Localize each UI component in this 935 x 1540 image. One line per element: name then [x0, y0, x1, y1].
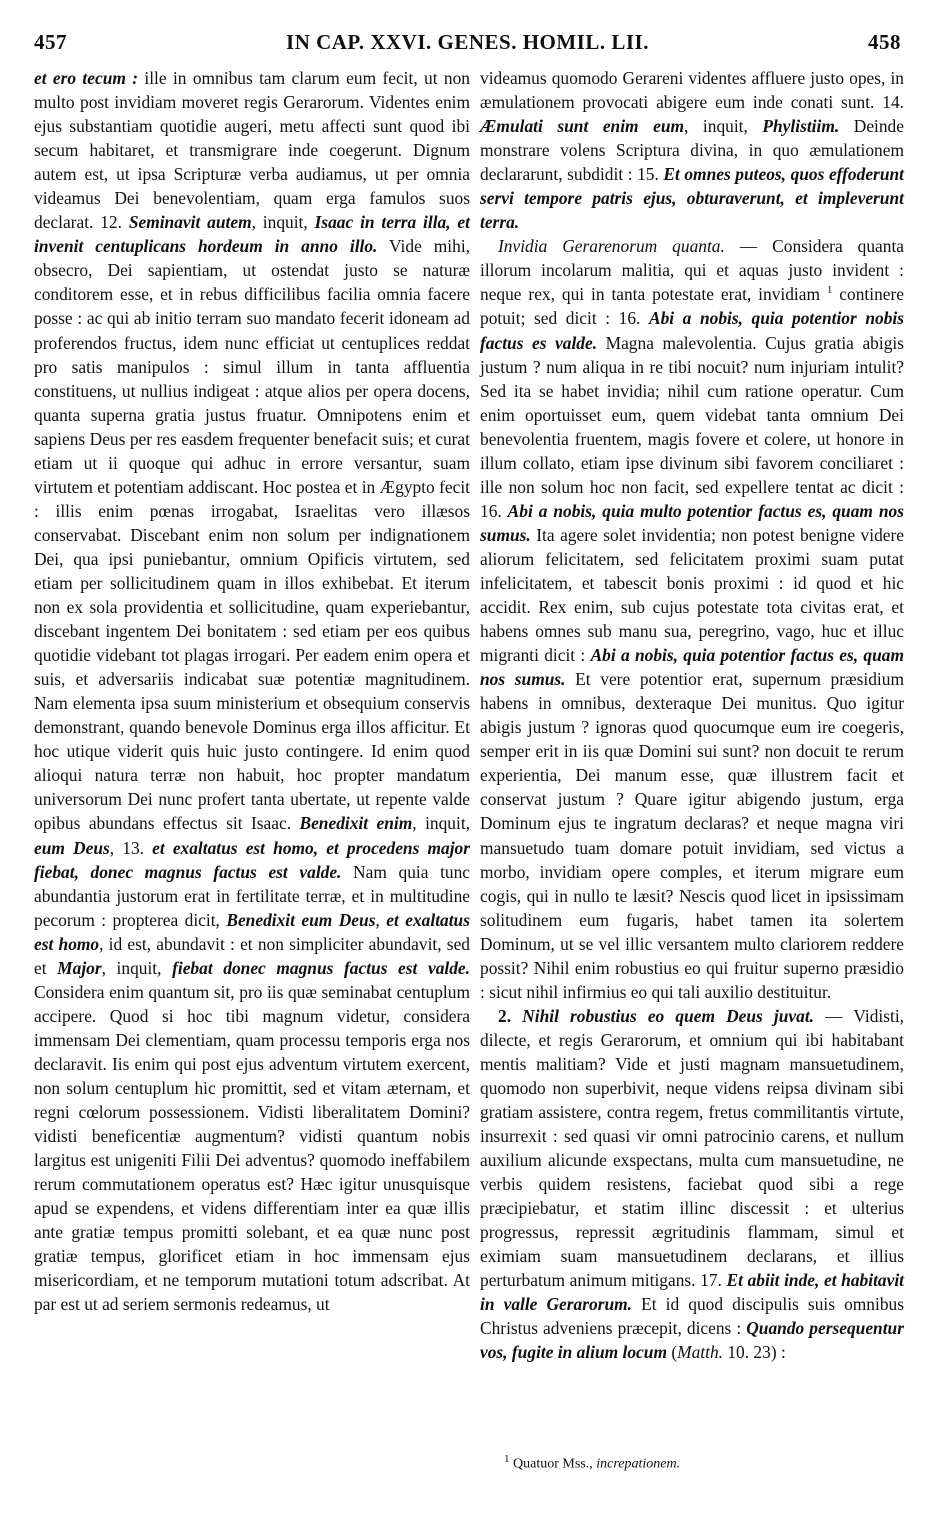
paragraph	[480, 66, 904, 234]
text-run: , inquit,	[684, 116, 763, 137]
text-run: ille in omnibus tam clarum eum fecit, ut non multo post invidiam moveret regis Gerarorum. Videntes enim ejus substantiam quotidie augeri, metu affecti sunt quod ibi secum habitaret, et transmigrare inde coegerunt. Dignum autem est, ut ipsa Scripturæ verba audiamus, ut per omnia videamus Dei benevolentiam, quam erga famulos suos declarat. 12.	[34, 68, 470, 233]
text-run: — Vidisti, dilecte, et regis Gerarorum, et omnium qui ibi habitabant mentis malitiam? Vide et justi magnam mansuetudinem, quomodo non superbivit, neque videns reipsa divinam sibi gratiam assistere, contra regem, fretus commilitantis virtute, insurrexit : sed quasi vir omni patrocinio carens, et nullum auxilium alicunde exspectans, multa cum mansuetudine, ne verbis quidem resistens, faciebat quod sibi a rege præcipiebatur, et statim illinc discessit : et ulterius progressus, repressit ægritudinis flammam, simul et eximiam suam mansuetudinem declarans, et illius perturbatum animum mitigans. 17.	[480, 1005, 904, 1291]
section-heading: Nihil robustius eo quem Deus juvat.	[522, 1005, 815, 1026]
text-run: Et id quod discipulis suis omnibus Christus adveniens præcepit, dicens :	[480, 1294, 904, 1339]
text-run: , inquit,	[251, 212, 315, 233]
running-title: IN CAP. XXVI. GENES. HOMIL. LII.	[286, 30, 649, 54]
scripture-quote: Et abiit inde, et habitavit in valle Gerarorum.	[480, 1270, 904, 1315]
scripture-quote: Benedixit eum Deus	[226, 909, 376, 930]
text-run: Nam quia tunc abundantia justorum erat in fertilitate terræ, et in multitudine pecorum : propterea dicit,	[34, 861, 471, 930]
scripture-quote: Major	[57, 957, 102, 978]
text-run: , id est, abundavit : et non simpliciter abundavit, sed et	[34, 933, 470, 978]
running-head	[34, 30, 901, 62]
text-run: Vide mihi, obsecro, Dei sapientiam, ut ostendat justo se naturæ conditorem esse, et in rebus difficilibus facilia omnia facere posse : ac qui ab initio terram suo mandato fecerit idoneam ad proferendos fructus, idem nunc efficiat ut centuplices reddat pro satis manipulos : simul illum in tanta affluentia constituens, ut nullius indigeat : atque alios per opera docens, quanta superna gratia justus fruatur. Omnipotens enim et sapiens Deus per res easdem frequenter benefacit suis; et curat etiam ut ii quoque qui adhuc in errore versantur, suam virtutem et potentiam addiscant. Hoc postea et in Ægypto fecit : illis enim pœnas irrogabat, Israelitas vero illæsos conservabat. Discebant enim non solum per indignationem Dei, qua ipsi puniebantur, omnium Opificis virtutem, sed etiam per sollicitudinem quam in illos exhibebat. Et iterum non ex sola providentia et sollicitudine, quam experiebantur, discebant ingentem Dei bonitatem : sed etiam per eos quibus quotidie videbant tot plagas irrogari. Per eadem enim opera et suis, et adversariis indicabat suæ potentiæ magnitudinem. Nam elementa ipsa suum ministerium et obsequium conservis demonstrant, quando benevole Dominus erga illos afficitur. Et hoc utique viderit quis huic justo contingere. Id enim quod alioqui natura terræ non habuit, hoc propter mandatum universorum Dei nunc profert tanta ubertate, ut repente valde opibus abundans effectus sit Isaac.	[34, 236, 470, 834]
text-run: , inquit,	[101, 957, 173, 978]
citation: Matth.	[677, 1342, 723, 1363]
scripture-quote: Quando persequentur vos, fugite in alium locum	[480, 1318, 904, 1363]
scripture-quote: Benedixit enim	[299, 813, 413, 834]
text-run: — Considera quanta illorum incolarum malitia, qui et aquas justo invident : neque rex, qui in tanta potestate erat, invidiam	[480, 236, 904, 305]
scripture-quote: Et omnes puteos, quos effoderunt servi tempore patris ejus, obturaverunt, et impleverunt terra.	[480, 164, 904, 233]
footnote-reading: increpationem.	[596, 1456, 681, 1472]
scripture-quote: Seminavit autem	[128, 212, 252, 233]
paragraph	[480, 1004, 904, 1365]
scripture-quote: fiebat donec magnus factus est valde.	[172, 957, 470, 978]
scripture-quote: Æmulati sunt enim eum	[480, 116, 685, 137]
page-number-right: 458	[868, 30, 901, 54]
text-run: ,	[375, 909, 387, 930]
scripture-quote: et exaltatus est homo, et procedens major fiebat, donec magnus factus est valde.	[34, 837, 471, 882]
text-run: videamus quomodo Gerareni videntes affluere justo opes, in æmulationem provocati abigere eum inde conati sunt. 14.	[480, 68, 904, 113]
footnote	[504, 1450, 904, 1474]
scripture-quote: Abi a nobis, quia potentior nobis factus es valde.	[480, 308, 904, 353]
footnote-marker: 1	[826, 284, 833, 297]
text-run: Ita agere solet invidentia; non potest benigne videre aliorum felicitatem, sed felicitatem proximi suam putat infelicitatem, et tabescit bonis proximi : id quod et hic accidit. Rex enim, sub cujus potestate tota civitas erat, et habens omnes sub manu sua, peregrino, vago, huc et illuc migranti dicit :	[480, 524, 904, 666]
text-run: continere potuit; sed dicit : 16.	[480, 284, 905, 329]
text-run: Magna malevolentia. Cujus gratia abigis justum ? num aliqua in re tibi nocuit? num injuriam intulit? Sed ita se habet invidia; nihil cum ratione operatur. Cum enim oportuisset eum, quem videbat tanta omnium Dei benevolentia fruentem, magis fovere et colere, ut honore in illum collato, etiam ipse divinum sibi favorem conciliaret : ille non solum hoc non facit, sed expellere tentat ac dicit : 16.	[480, 332, 904, 521]
section-heading: Invidia Gerarenorum quanta.	[498, 236, 725, 257]
right-column	[480, 66, 904, 1365]
left-column	[34, 66, 470, 1316]
scripture-quote: eum Deus	[34, 837, 110, 858]
scripture-quote: Isaac in terra illa, et invenit centuplicans hordeum in anno illo.	[34, 212, 470, 257]
scripture-quote: et exaltatus est homo	[34, 909, 470, 954]
text-run: 10. 23) :	[723, 1342, 786, 1363]
scripture-quote: et ero tecum :	[34, 68, 139, 88]
scripture-quote: Abi a nobis, quia multo potentior factus es, quam nos sumus.	[480, 500, 905, 545]
paragraph	[34, 66, 470, 1316]
text-run: Et vere potentior erat, supernum præsidium habens in omnibus, dexteraque Dei munitus. Quo igitur abigis justum ? ignoras quod quocumque eum ire coegeris, semper erit in iis quæ Domini sui sunt? non docuit te rerum experientia, Dei manum esse, quæ illustrem facit et conservat justum ? Quare igitur abigendo justum, erga Dominum ejus te ingratum declaras? et neque magna viri mansuetudo tuam domare potuit invidiam, sed victus a morbo, invidiam opere comples, et iterum migrare eum cogis, qui in nullo te læsit? Nescis quod licet in ipsissimam solitudinem eum fugaris, habet tamen ita solertem Dominum, ut se vel illic versantem multo clariorem reddere possit? Nihil enim robustius eo qui fruitur superno præsidio : sicut nihil infirmius eo qui tali auxilio destituitur.	[480, 669, 904, 1002]
text-run: , inquit,	[412, 813, 470, 834]
scripture-quote: Phylistiim.	[762, 116, 840, 137]
text-run: Deinde monstrare volens Scriptura divina, in quo æmulationem declararunt, subdidit : 15.	[480, 116, 904, 185]
text-run: , 13.	[109, 837, 153, 858]
footnote-number: 1	[504, 1453, 510, 1465]
scripture-quote: Abi a nobis, quia potentior factus es, quam nos sumus.	[480, 645, 904, 690]
footnote-text: Quatuor Mss.,	[509, 1456, 597, 1472]
page-number-left: 457	[34, 30, 67, 54]
text-run: (	[666, 1342, 678, 1363]
section-number: 2.	[498, 1005, 523, 1026]
paragraph	[480, 234, 904, 1004]
text-run: Considera enim quantum sit, pro iis quæ seminabat centuplum accipere. Quod si hoc tibi magnum videtur, considera immensam Dei clementiam, quam processu temporis erga nos declaravit. Iis enim qui post ejus adventum virtutem exercent, non solum centuplum hic promittit, sed et vitam æternam, et regni cœlorum possessionem. Vidisti liberalitatem Domini? vidisti beneficentiæ augmentum? vidisti quantum nobis largitus est unigeniti Filii Dei adventus? quomodo ineffabilem rerum commutationem operatus est? Hæc igitur unusquisque apud se expendens, et videns differentiam inter ea quæ illis ante gratiæ tempus promitti solebant, et ea quæ nunc post gratiæ tempus, glorificet etiam in hoc immensam ejus misericordiam, et ne temporum mutationi totum adscribat. At par est ut ad seriem sermonis redeamus, ut	[34, 981, 470, 1315]
